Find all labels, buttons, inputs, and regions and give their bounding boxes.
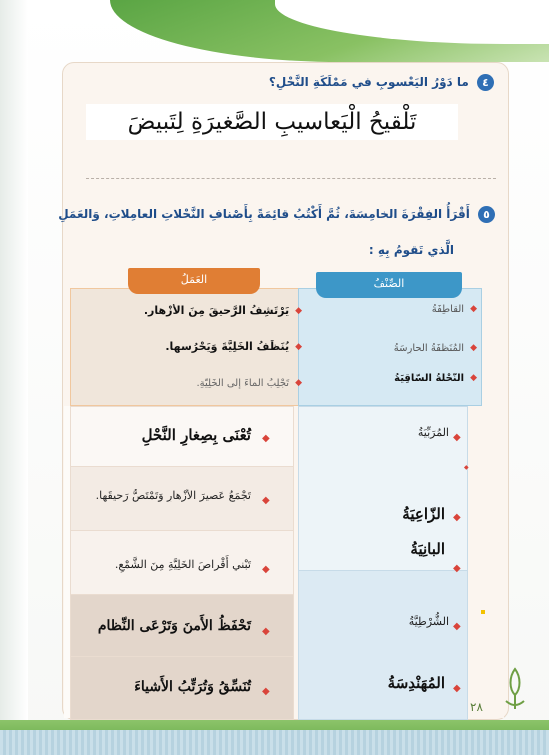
given-type-row-3: ◆النَّحْلَةُ السّاقِيَةُ [394,373,477,384]
bullet-icon: ◆ [470,304,477,314]
type-answer-4: الشُّرْطِيَّةُ [408,615,449,628]
bullet-icon: ◆ [262,686,270,697]
question-5-text-line1: أَقْرَأُ الفِقْرَةَ الخامِسَةَ، ثُمَّ أَكْتُبُ قائِمَةً بِأَصْنافِ النَّحْلاتِ العامِلاتِ، وَالعَمَلِ [58,207,470,221]
bullet-icon: ◆ [262,564,270,575]
type-answer-2: الزّاعِيَةُ [402,505,445,523]
given-type-row-1: ◆القاطِفَةُ [431,304,477,315]
type-cell-bottom[interactable] [298,570,468,720]
type-answer-1: المُرَبِّيَةُ [417,426,449,439]
answer-line [86,178,496,179]
bullet-icon: ◆ [262,626,270,637]
given-work-row-1: ◆يَرْتَشِفُ الرَّحيقَ مِنَ الأَزْهارِ. [143,304,302,317]
type-answer-5: المُهَنْدِسَةُ [387,674,445,692]
margin-strip [464,406,504,718]
bullet-icon: ◆ [464,464,469,471]
bullet-icon: ◆ [453,563,461,574]
question-5 [58,206,495,223]
bullet-icon: ◆ [295,306,302,316]
bottom-decorative-band [0,720,549,755]
work-answer-1: تُعْنَى بِصِغارِ النَّحْلِ [141,426,251,444]
bullet-icon: ◆ [453,432,461,443]
bullet-icon: ◆ [262,433,270,444]
question-5-number: ٥ [478,206,495,223]
given-type-row-2: ◆المُنَظِّفَةُ الحارِسَةُ [393,343,477,354]
question-4 [269,74,494,94]
question-5-text-line2: الَّذي تَقومُ بِهِ : [368,243,454,257]
bullet-icon: ◆ [295,342,302,352]
bullet-icon: ◆ [453,683,461,694]
question-4-text: ما دَوْرُ اليَعْسوبِ في مَمْلَكَةِ النَّحْلِ؟ [268,75,469,89]
question-4-answer[interactable]: تَلْقيحُ الْيَعاسيبِ الصَّغيرَةِ لِتَبيضَ [86,104,458,140]
bullet-icon: ◆ [295,378,302,388]
header-type: الصِّنْفُ [316,272,462,298]
decorative-dot [481,610,485,614]
work-answer-2: تَجْمَعُ عَصيرَ الأَزْهارِ وَتَمْتَصُّ رَحيقَها. [95,489,251,502]
work-answer-4: تَحْفَظُ الأَمنَ وَتَرْعَى النِّظام [97,618,251,634]
work-answer-5: تُنَسِّقُ وَتُرَتِّبُ الأَشياءَ [134,679,251,695]
question-4-number: ٤ [477,74,494,91]
bullet-icon: ◆ [470,343,477,353]
page-left-margin [0,0,28,720]
bullet-icon: ◆ [262,495,270,506]
bullet-icon: ◆ [453,512,461,523]
page-number: ٢٨ [470,700,483,714]
header-work: العَمَلُ [128,268,260,294]
bullet-icon: ◆ [470,373,477,383]
work-answer-3: تَبْني أَقْراصَ الخَلِيَّةِ مِنَ الشَّمْعِ. [114,558,251,571]
calligraphy-logo-icon [500,665,530,713]
bullet-icon: ◆ [453,621,461,632]
given-work-row-3: ◆تَجْلِبُ الماءَ إلى الخَلِيَّةِ. [196,378,302,389]
type-answer-3: البانِيَةُ [410,540,445,558]
given-work-row-2: ◆يُنَظِّفُ الخَلِيَّةَ وَيَحْرُسها. [165,340,302,353]
